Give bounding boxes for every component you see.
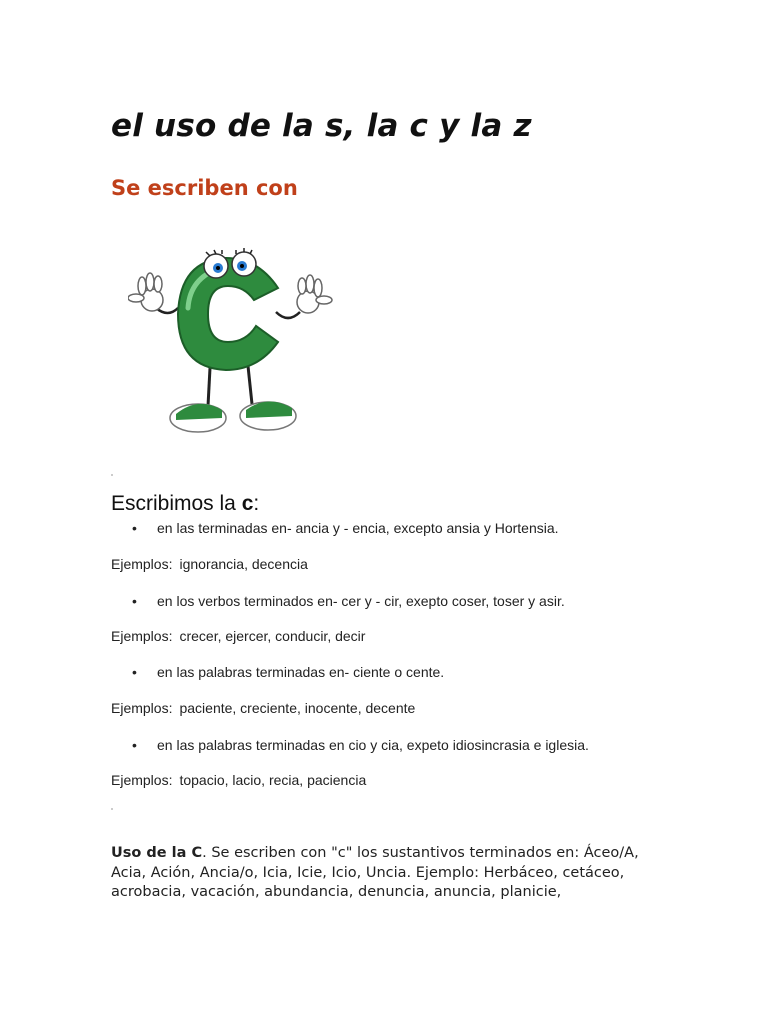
- rule-text: en las terminadas en- ancia y - encia, excepto ansia y Hortensia.: [157, 520, 559, 536]
- rule-text: en las palabras terminadas en- ciente o cente.: [157, 664, 445, 680]
- rule-example-2: [111, 628, 365, 644]
- rule-example-1: [111, 556, 308, 572]
- examples-text: topacio, lacio, recia, paciencia: [179, 772, 367, 788]
- examples-text: ignorancia, decencia: [179, 556, 308, 572]
- section-heading-letter: c: [241, 492, 254, 515]
- artifact-dot: [111, 474, 113, 476]
- section-heading-suffix: :: [253, 492, 260, 515]
- artifact-dot: [111, 808, 113, 810]
- bullet-marker: •: [132, 737, 137, 753]
- rule-text: en los verbos terminados en- cer y - cir, exepto coser, toser y asir.: [157, 593, 565, 609]
- rule-text: en las palabras terminadas en cio y cia, expeto idiosincrasia e iglesia.: [157, 737, 589, 753]
- examples-label: Ejemplos:: [111, 628, 173, 644]
- examples-text: paciente, creciente, inocente, decente: [179, 700, 416, 716]
- examples-label: Ejemplos:: [111, 556, 173, 572]
- section-heading-prefix: Escribimos la: [111, 492, 242, 515]
- bullet-marker: •: [132, 520, 137, 536]
- rule-example-4: [111, 772, 366, 788]
- usage-paragraph-heading: Uso de la C: [111, 845, 203, 861]
- usage-paragraph: [111, 844, 671, 903]
- bullet-marker: •: [132, 664, 137, 680]
- section-heading: [111, 492, 259, 516]
- letter-c-mascot-icon: [128, 238, 334, 444]
- examples-label: Ejemplos:: [111, 700, 173, 716]
- usage-paragraph-text: . Se escriben con "c" los sustantivos terminados en: Áceo/A, Acia, Ación, Ancia/o, Icia, Icie, Icio, Uncia. Ejemplo: Herbáceo, cetáceo, acrobacia, vacación, abundancia, denuncia, anuncia, planicie,: [111, 845, 639, 900]
- examples-label: Ejemplos:: [111, 772, 173, 788]
- page-title: el uso de la s, la c y la z: [111, 108, 532, 144]
- bullet-marker: •: [132, 593, 137, 609]
- examples-text: crecer, ejercer, conducir, decir: [179, 628, 366, 644]
- rule-example-3: [111, 700, 415, 716]
- page-subtitle: Se escriben con: [111, 176, 298, 200]
